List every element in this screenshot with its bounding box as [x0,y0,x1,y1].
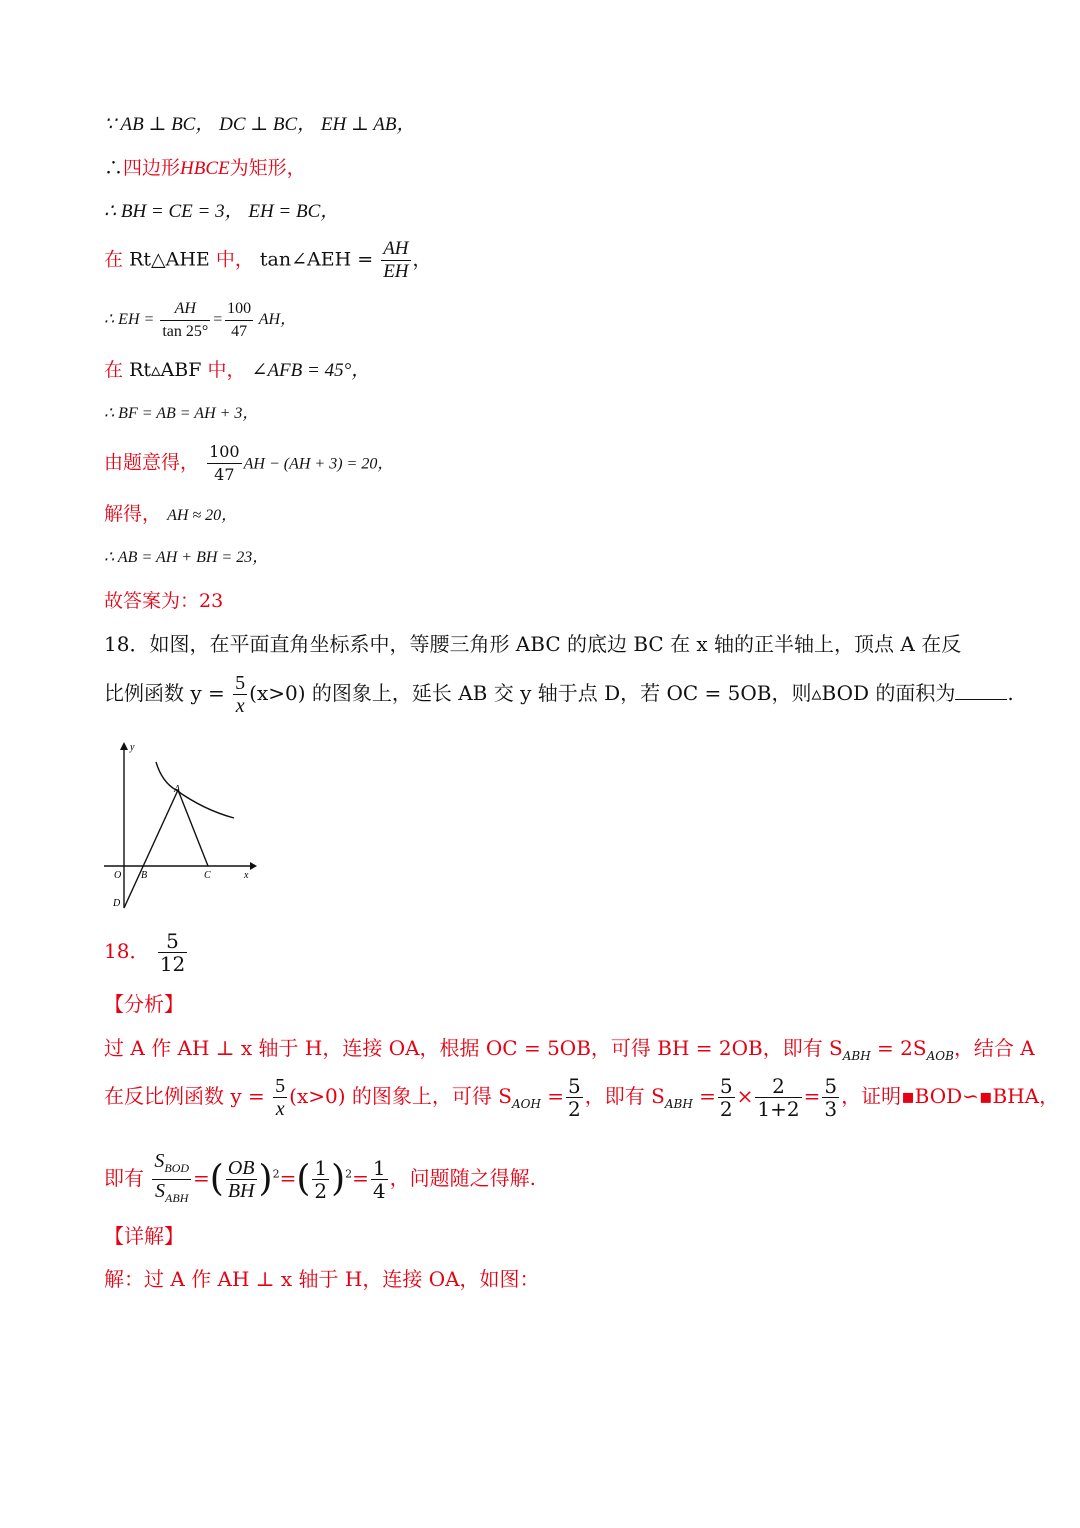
text: (x>0) 的图象上，延长 AB 交 y 轴于点 D，若 OC = 5OB，则▵BOD 的面积为 [249,681,956,705]
label-C: C [204,870,211,881]
text: 比例函数 y = [104,681,225,705]
text: = [279,1166,297,1190]
fraction [371,1157,388,1202]
numerator: 5 [275,1075,286,1097]
numerator: AH [160,298,210,321]
fraction [152,1150,191,1209]
denominator: 2 [719,1097,733,1121]
denominator: 1+2 [757,1097,800,1121]
hyperbola-curve [156,762,234,818]
text: ，问题随之得解. [389,1166,537,1190]
denominator: EH [383,261,409,282]
solution-line-7 [104,402,258,426]
text: 18．如图，在平面直角坐标系中，等腰三角形 ABC 的底边 BC 在 x 轴的正半轴上，顶点 A 在反 [104,632,962,656]
text: 故答案为：23 [104,590,224,612]
text: . [1007,681,1014,705]
label-A: A [174,784,181,795]
subscript: AOB [926,1049,954,1063]
text: = [352,1166,369,1190]
denominator: BH [227,1180,255,1202]
text: 四边形 [123,157,181,179]
denominator: x [275,1098,285,1120]
fraction [566,1075,583,1120]
text: ∵ AB ⊥ BC， DC ⊥ BC， EH ⊥ AB， [104,114,416,135]
text: 在 [104,359,124,381]
numerator: 1 [372,1156,386,1180]
label-y: y [130,742,135,753]
text: AH， [258,311,297,329]
fraction [225,298,253,343]
denominator: 12 [159,952,186,976]
solution-line-1 [104,113,415,137]
text: = [212,311,224,329]
fraction [160,298,210,343]
denominator: 47 [231,323,248,340]
numerator: OB [227,1157,255,1179]
solution-line-8 [104,441,393,486]
label-B: B [141,870,148,881]
problem-18-line-1 [104,632,961,656]
text: 过 A 作 AH ⊥ x 轴于 H，连接 OA，根据 OC = 5OB，可得 BH = 2OB，即有 S [104,1036,843,1060]
denominator: x [235,695,245,717]
solution-line-9 [104,502,237,528]
y-axis-arrow-icon [120,742,128,750]
text: 解得， [104,503,162,525]
numerator: 100 [225,298,253,321]
text: = [540,1084,565,1108]
numerator: 5 [235,672,246,694]
solution-line-5 [104,298,296,343]
text: 即有 [104,1166,144,1190]
denominator: 2 [314,1179,328,1203]
numerator: AH [383,238,409,259]
text: = 2S [870,1036,927,1060]
solution-line-10 [104,546,268,570]
text: = [803,1084,821,1108]
solution-line-2 [104,156,306,181]
analysis-line-1 [104,1036,1035,1068]
text: ∴ AB = AH + BH = 23， [104,549,269,566]
text: 18． [104,939,150,963]
text: 为矩形， [229,157,306,179]
denominator: 4 [372,1179,386,1203]
text: × [736,1084,754,1108]
fraction [233,672,247,717]
answer-18 [104,930,189,975]
answer-statement [104,589,223,613]
paren-left: ( [296,1158,311,1200]
solution-line-6 [104,358,370,383]
numerator: 2 [755,1075,801,1098]
text: HBCE [180,158,230,179]
text: ，结合 A [953,1036,1035,1060]
text: AH ≈ 20， [167,507,238,524]
text: 【详解】 [104,1224,184,1248]
fraction [207,441,242,486]
subscript: ABH [664,1097,693,1111]
fraction [226,1157,257,1202]
text: 在反比例函数 y = [104,1084,265,1108]
paren-right: ) [331,1158,346,1200]
text: 中， [215,248,254,271]
paren-left: ( [209,1158,224,1200]
label-D: D [113,898,121,909]
text: (x>0) 的图象上，可得 S [289,1084,512,1108]
subscript: BOD [164,1161,190,1175]
fraction [381,238,410,283]
fraction [158,930,187,975]
denominator: 47 [214,465,235,484]
numerator: 5 [158,930,187,953]
text: ∠AFB = 45°， [251,360,371,381]
analysis-line-3 [104,1150,536,1209]
subscript: ABH [165,1191,189,1205]
text: 【分析】 [104,992,184,1016]
analysis-heading [104,992,184,1016]
text: ， [412,248,432,271]
denominator: 2 [568,1097,581,1121]
numerator: 5 [568,1074,581,1098]
numerator: 5 [719,1074,733,1098]
label-O: O [114,870,122,881]
line-DA [124,790,178,908]
detail-heading [104,1224,184,1248]
numerator: 5 [824,1074,838,1098]
fraction [273,1075,287,1120]
exponent: 2 [345,1167,353,1181]
text: ∴ BH = CE = 3， EH = BC， [104,201,340,222]
text: 由题意得， [104,451,200,474]
text: 中， [207,359,246,381]
text: tan∠AEH = [259,248,374,271]
numerator: S [154,1150,165,1172]
denominator: S [155,1180,166,1202]
numerator: 100 [207,441,242,464]
answer-blank [955,681,1007,700]
text: ，证明▪BOD∽▪BHA， [841,1084,1060,1108]
text: ，即有 S [584,1084,665,1108]
fraction [718,1075,735,1120]
fraction [822,1075,839,1120]
text: ∴ EH = [104,311,155,329]
denominator: 3 [824,1097,838,1121]
coordinate-figure [104,738,264,918]
therefore-symbol: ∴ [104,157,124,179]
fraction [312,1157,329,1202]
detail-line-1 [104,1267,540,1291]
text: AH − (AH + 3) = 20， [243,455,394,473]
solution-line-4 [104,238,432,283]
text: 解：过 A 作 AH ⊥ x 轴于 H，连接 OA，如图： [104,1267,540,1291]
solution-line-3 [104,200,339,224]
x-axis-arrow-icon [250,862,257,870]
paren-right: ) [258,1158,273,1200]
text: Rt△AHE [129,248,210,271]
problem-18-line-2 [104,672,1014,717]
label-x: x [244,870,249,881]
text: = [692,1084,716,1108]
denominator: tan 25° [162,323,209,340]
analysis-line-2 [104,1075,1059,1120]
text: 在 [104,248,124,271]
text: = [193,1166,210,1190]
exponent: 2 [272,1167,280,1181]
fraction [755,1075,801,1120]
text: Rt▵ABF [129,359,202,381]
subscript: ABH [842,1049,871,1063]
subscript: AOH [511,1097,541,1111]
numerator: 1 [314,1156,328,1180]
text: ∴ BF = AB = AH + 3， [104,405,259,422]
